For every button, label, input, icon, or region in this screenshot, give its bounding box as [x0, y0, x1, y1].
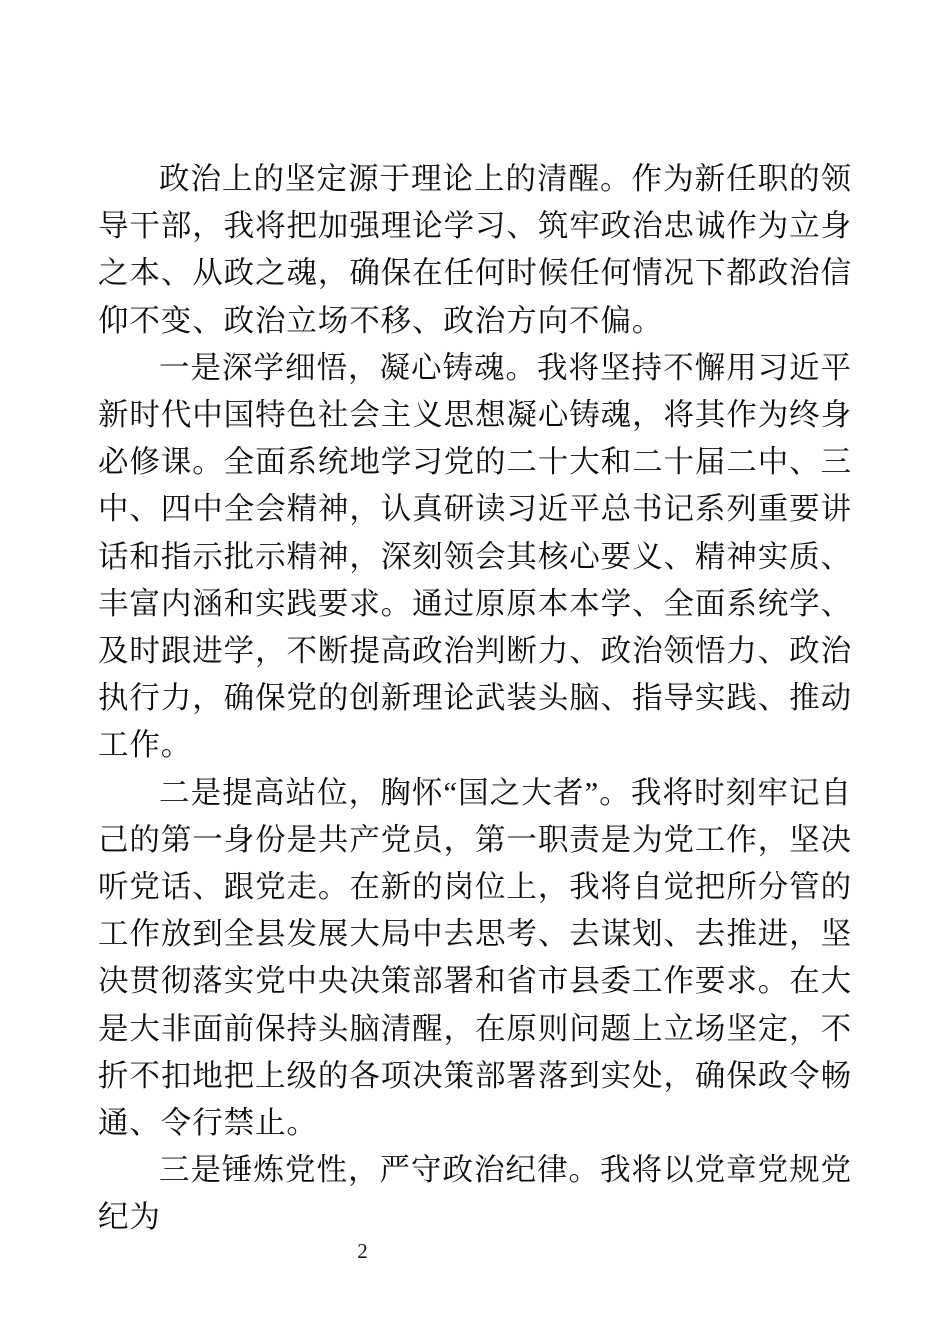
paragraph-3: 二是提高站位，胸怀“国之大者”。我将时刻牢记自己的第一身份是共产党员，第一职责是为党工作，坚决听党话、跟党走。在新的岗位上，我将自觉把所分管的工作放到全县发展大局中去思考、去谋划、去推进，坚决贯彻落实党中央决策部署和省市县委工作要求。在大是大非面前保持头脑清醒，在原则问题上立场坚定，不折不扣地把上级的各项决策部署落到实处，确保政令畅通、令行禁止。	[98, 775, 852, 1141]
page-number: 2	[357, 1239, 368, 1263]
paragraph-2: 一是深学细悟，凝心铸魂。我将坚持不懈用习近平新时代中国特色社会主义思想凝心铸魂，将其作为终身必修课。全面系统地学习党的二十大和二十届二中、三中、四中全会精神，认真研读习近平总书记系列重要讲话和指示批示精神，深刻领会其核心要义、精神实质、丰富内涵和实践要求。通过原原本本学、全面系统学、及时跟进学，不断提高政治判断力、政治领悟力、政治执行力，确保党的创新理论武装头脑、指导实践、推动工作。	[98, 350, 852, 763]
paragraph-4: 三是锤炼党性，严守政治纪律。我将以党章党规党纪为	[98, 1153, 852, 1235]
document-body	[98, 156, 852, 1242]
paragraph-1: 政治上的坚定源于理论上的清醒。作为新任职的领导干部，我将把加强理论学习、筑牢政治忠诚作为立身之本、从政之魂，确保在任何时候任何情况下都政治信仰不变、政治立场不移、政治方向不偏。	[98, 162, 852, 338]
